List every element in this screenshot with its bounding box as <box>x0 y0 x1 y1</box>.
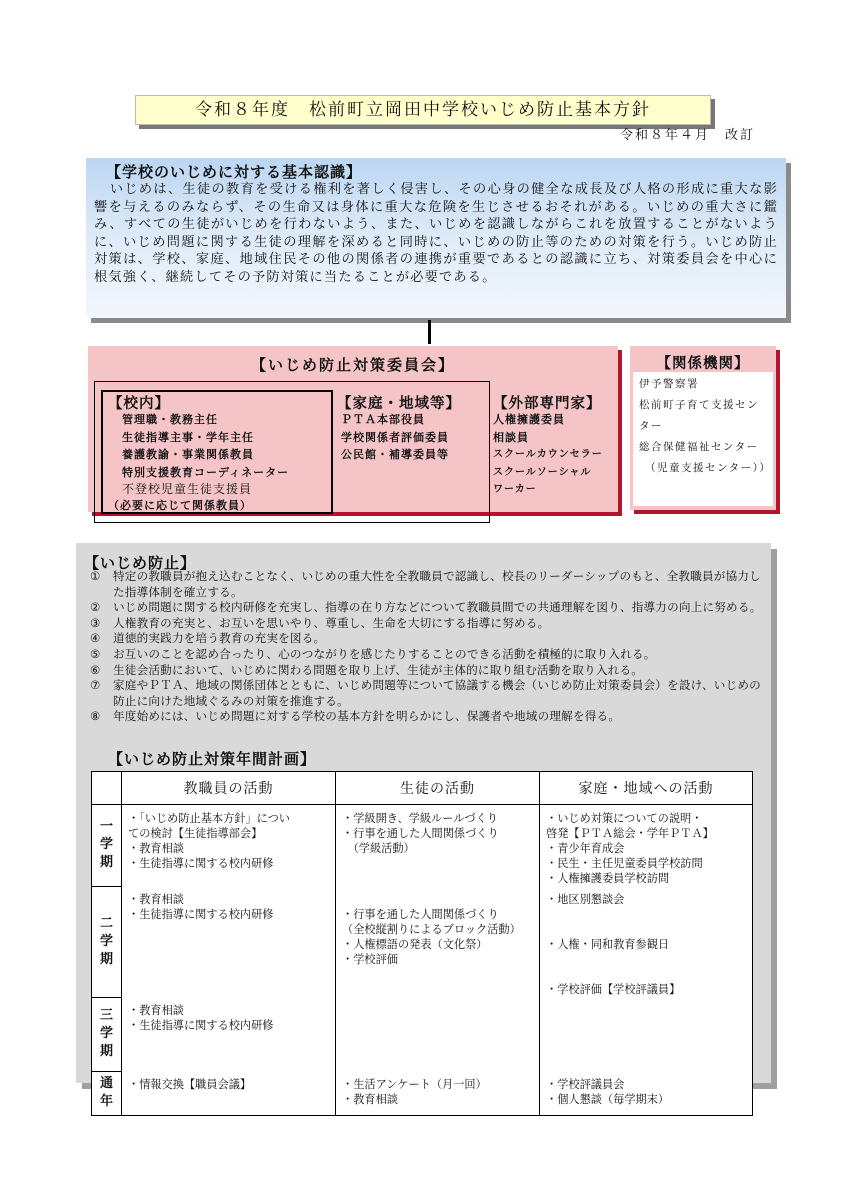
staff-cell <box>122 1071 336 1115</box>
term-cell <box>92 886 122 997</box>
plan-row <box>92 886 753 997</box>
activity-line: ・地区別懇談会 <box>546 893 625 906</box>
external-member: スクールカウンセラー <box>493 449 603 460</box>
activity-line: （学級活動） <box>342 842 415 855</box>
term-cell <box>92 997 122 1071</box>
activity-line <box>546 967 748 982</box>
agency-heading: 【関係機関】 <box>656 356 750 372</box>
community-cell <box>540 805 753 887</box>
activity-line: ・行事を通した人間関係づくり <box>342 908 499 921</box>
plan-header-row <box>92 772 753 805</box>
activity-line: ての検討【生徒指導部会】 <box>128 827 263 840</box>
agency-list <box>639 374 773 479</box>
prevention-item: ③ 人権教育の充実と、お互いを思いやり、尊重し、生命を大切にする指導に努める。 <box>90 615 550 630</box>
external-member: ワーカー <box>493 484 537 495</box>
prevention-heading: 【いじめ防止】 <box>84 554 197 572</box>
activity-line: ・民生・主任児童委員学校訪問 <box>546 857 703 870</box>
students-cell <box>336 805 540 887</box>
activity-line: （全校縦割りによるブロック活動） <box>342 923 521 936</box>
term-char: 期 <box>99 855 113 871</box>
revision-date: 令和８年４月 改訂 <box>619 128 755 143</box>
home-member: 学校関係者評価委員 <box>341 430 449 444</box>
activity-line: ・学校評価【学校評議員】 <box>546 983 681 996</box>
term-char: 期 <box>99 1044 113 1059</box>
school-member: 不登校児童生徒支援員 <box>122 482 253 496</box>
term-cell <box>92 1071 122 1115</box>
plan-header-cell: 家庭・地域への活動 <box>540 772 753 805</box>
term-char: 学 <box>99 837 113 853</box>
prevention-item: ⑦ 家庭やＰＴＡ、地域の関係団体とともに、いじめ問題等について協議する機会（いじめ防止対策委員会）を設け、いじめの防止に向けた地域ぐるみの対策を推進する。 <box>90 678 761 708</box>
activity-line: ・教育相談 <box>128 842 184 855</box>
community-cell <box>540 1071 753 1115</box>
agency-item: （児童支援センター）） <box>645 462 772 474</box>
plan-header-cell <box>92 772 122 805</box>
plan-header-cell: 教職員の活動 <box>122 772 336 805</box>
term-char: 二 <box>99 915 113 931</box>
activity-line: ・教育相談 <box>342 1093 398 1106</box>
basic-recognition-body: いじめは、生徒の教育を受ける権利を著しく侵害し、その心身の健全な成長及び人格の形成に重大な影響を与えるのみならず、その生命又は身体に重大な危険を生じさせるおそれがある。いじめの重大さに鑑み、すべての生徒がいじめを行わないよう、また、いじめを認識しながらこれを放置することがないように、いじめ問題に関する生徒の理解を深めると同時に、いじめの防止等のための対策を行う。いじめ防止対策は、学校、家庭、地域住民その他の関係者の連携が重要であるとの認識に立ち、対策委員会を中心に根気強く、継続してその予防対策に当たることが必要である。 <box>94 182 778 285</box>
activity-line: ・学級開き、学級ルールづくり <box>342 812 498 825</box>
activity-line <box>546 952 748 967</box>
term-char: 通 <box>99 1076 113 1091</box>
connector-line <box>428 320 431 344</box>
home-member: ＰＴＡ本部役員 <box>341 413 425 426</box>
external-members <box>493 411 603 499</box>
activity-line: ・人権標語の発表（文化祭） <box>342 938 488 951</box>
activity-line: ・行事を通した人間関係づくり <box>342 827 499 840</box>
activity-line: ・生徒指導に関する校内研修 <box>128 857 274 870</box>
activity-line: ・人権・同和教育参観日 <box>546 938 670 951</box>
plan-row <box>92 1071 753 1115</box>
home-member: 公民館・補導委員等 <box>341 448 449 461</box>
staff-cell <box>122 805 336 887</box>
community-cell <box>540 997 753 1071</box>
agency-item: 松前町子育て支援セン <box>639 399 759 411</box>
school-note: （必要に応じて関係教員） <box>108 499 252 512</box>
prevention-item: ⑧ 年度始めには、いじめ問題に対する学校の基本方針を明らかにし、保護者や地域の理解を得る。 <box>90 709 621 724</box>
basic-recognition-heading: 【学校のいじめに対する基本認識】 <box>106 163 363 181</box>
prevention-item: ④ 道徳的実践力を培う教育の充実を図る。 <box>90 631 326 646</box>
activity-line: ・学校評議員会 <box>546 1078 625 1091</box>
agency-box <box>630 346 776 510</box>
activity-line: ・生活アンケート（月一回） <box>342 1078 487 1091</box>
agency-item: 総合保健福祉センター <box>639 441 759 453</box>
external-member: 相談員 <box>493 430 529 444</box>
school-members <box>122 411 289 499</box>
school-heading: 【校内】 <box>108 396 170 412</box>
prevention-box <box>76 543 771 1109</box>
activity-line: 啓発【ＰＴＡ総会・学年ＰＴＡ】 <box>546 827 714 840</box>
page-title: 令和８年度 松前町立岡田中学校いじめ防止基本方針 <box>195 100 651 120</box>
term-char: 三 <box>99 1008 113 1023</box>
activity-line <box>546 907 748 922</box>
term-char: 一 <box>99 819 113 835</box>
term-char: 年 <box>99 1094 113 1109</box>
term-cell <box>92 805 122 887</box>
home-members <box>341 411 449 464</box>
activity-line: ・「いじめ防止基本方針」につい <box>128 812 290 825</box>
term-char: 学 <box>99 1026 113 1041</box>
activity-line: ・学校評価 <box>342 953 398 966</box>
school-member: 生徒指導主事・学年主任 <box>122 430 254 444</box>
plan-header-cell: 生徒の活動 <box>336 772 540 805</box>
term-char: 期 <box>99 951 113 967</box>
staff-cell <box>122 997 336 1071</box>
activity-line: ・生徒指導に関する校内研修 <box>128 1019 274 1032</box>
activity-line <box>546 922 748 937</box>
activity-line: ・情報交換【職員会議】 <box>128 1078 252 1091</box>
activity-line: ・教育相談 <box>128 893 184 906</box>
home-heading: 【家庭・地域等】 <box>337 396 461 412</box>
activity-line: ・生徒指導に関する校内研修 <box>128 908 274 921</box>
school-member: 管理職・教務主任 <box>122 413 218 426</box>
activity-line <box>342 892 535 907</box>
activity-line: ・個人懇談（毎学期末） <box>546 1093 670 1106</box>
activity-line: ・いじめ対策についての説明・ <box>546 812 703 825</box>
activity-line: ・教育相談 <box>128 1004 184 1017</box>
plan-row <box>92 805 753 887</box>
activity-line: ・人権擁護委員学校訪問 <box>546 872 670 885</box>
prevention-item: ⑥ 生徒会活動において、いじめに関わる問題を取り上げ、生徒が主体的に取り組む活動を取り入れる。 <box>90 662 644 677</box>
school-member: 特別支援教育コーディネーター <box>122 465 290 479</box>
prevention-item: ② いじめ問題に関する校内研修を充実し、指導の在り方などについて教職員間での共通理解を図り、指導力の向上に努める。 <box>90 600 762 615</box>
students-cell <box>336 997 540 1071</box>
activity-line: ・青少年育成会 <box>546 842 625 855</box>
title-banner <box>135 95 711 125</box>
school-member: 養護教諭・事業関係教員 <box>122 448 254 461</box>
prevention-list <box>90 569 770 725</box>
students-cell <box>336 1071 540 1115</box>
agency-item: ター <box>639 420 663 432</box>
agency-item: 伊予警察署 <box>639 378 699 390</box>
community-cell <box>540 886 753 997</box>
term-char: 学 <box>99 933 113 949</box>
staff-cell <box>122 886 336 997</box>
plan-row <box>92 997 753 1071</box>
plan-heading: 【いじめ防止対策年間計画】 <box>108 750 317 768</box>
external-member: スクールソーシャル <box>493 466 592 478</box>
prevention-item: ⑤ お互いのことを認め合ったり、心のつながりを感じたりすることのできる活動を積極的に取り入れる。 <box>90 646 656 661</box>
basic-recognition-box <box>86 158 786 318</box>
committee-title: 【いじめ防止対策委員会】 <box>250 356 455 374</box>
plan-table <box>91 771 753 1116</box>
students-cell <box>336 886 540 997</box>
prevention-item: ① 特定の教職員が抱え込むことなく、いじめの重大性を全教職員で認識し、校長のリーダーシップのもと、全教職員が協力した指導体制を確立する。 <box>90 569 761 599</box>
external-member: 人権擁護委員 <box>493 413 565 426</box>
external-heading: 【外部専門家】 <box>493 396 602 412</box>
